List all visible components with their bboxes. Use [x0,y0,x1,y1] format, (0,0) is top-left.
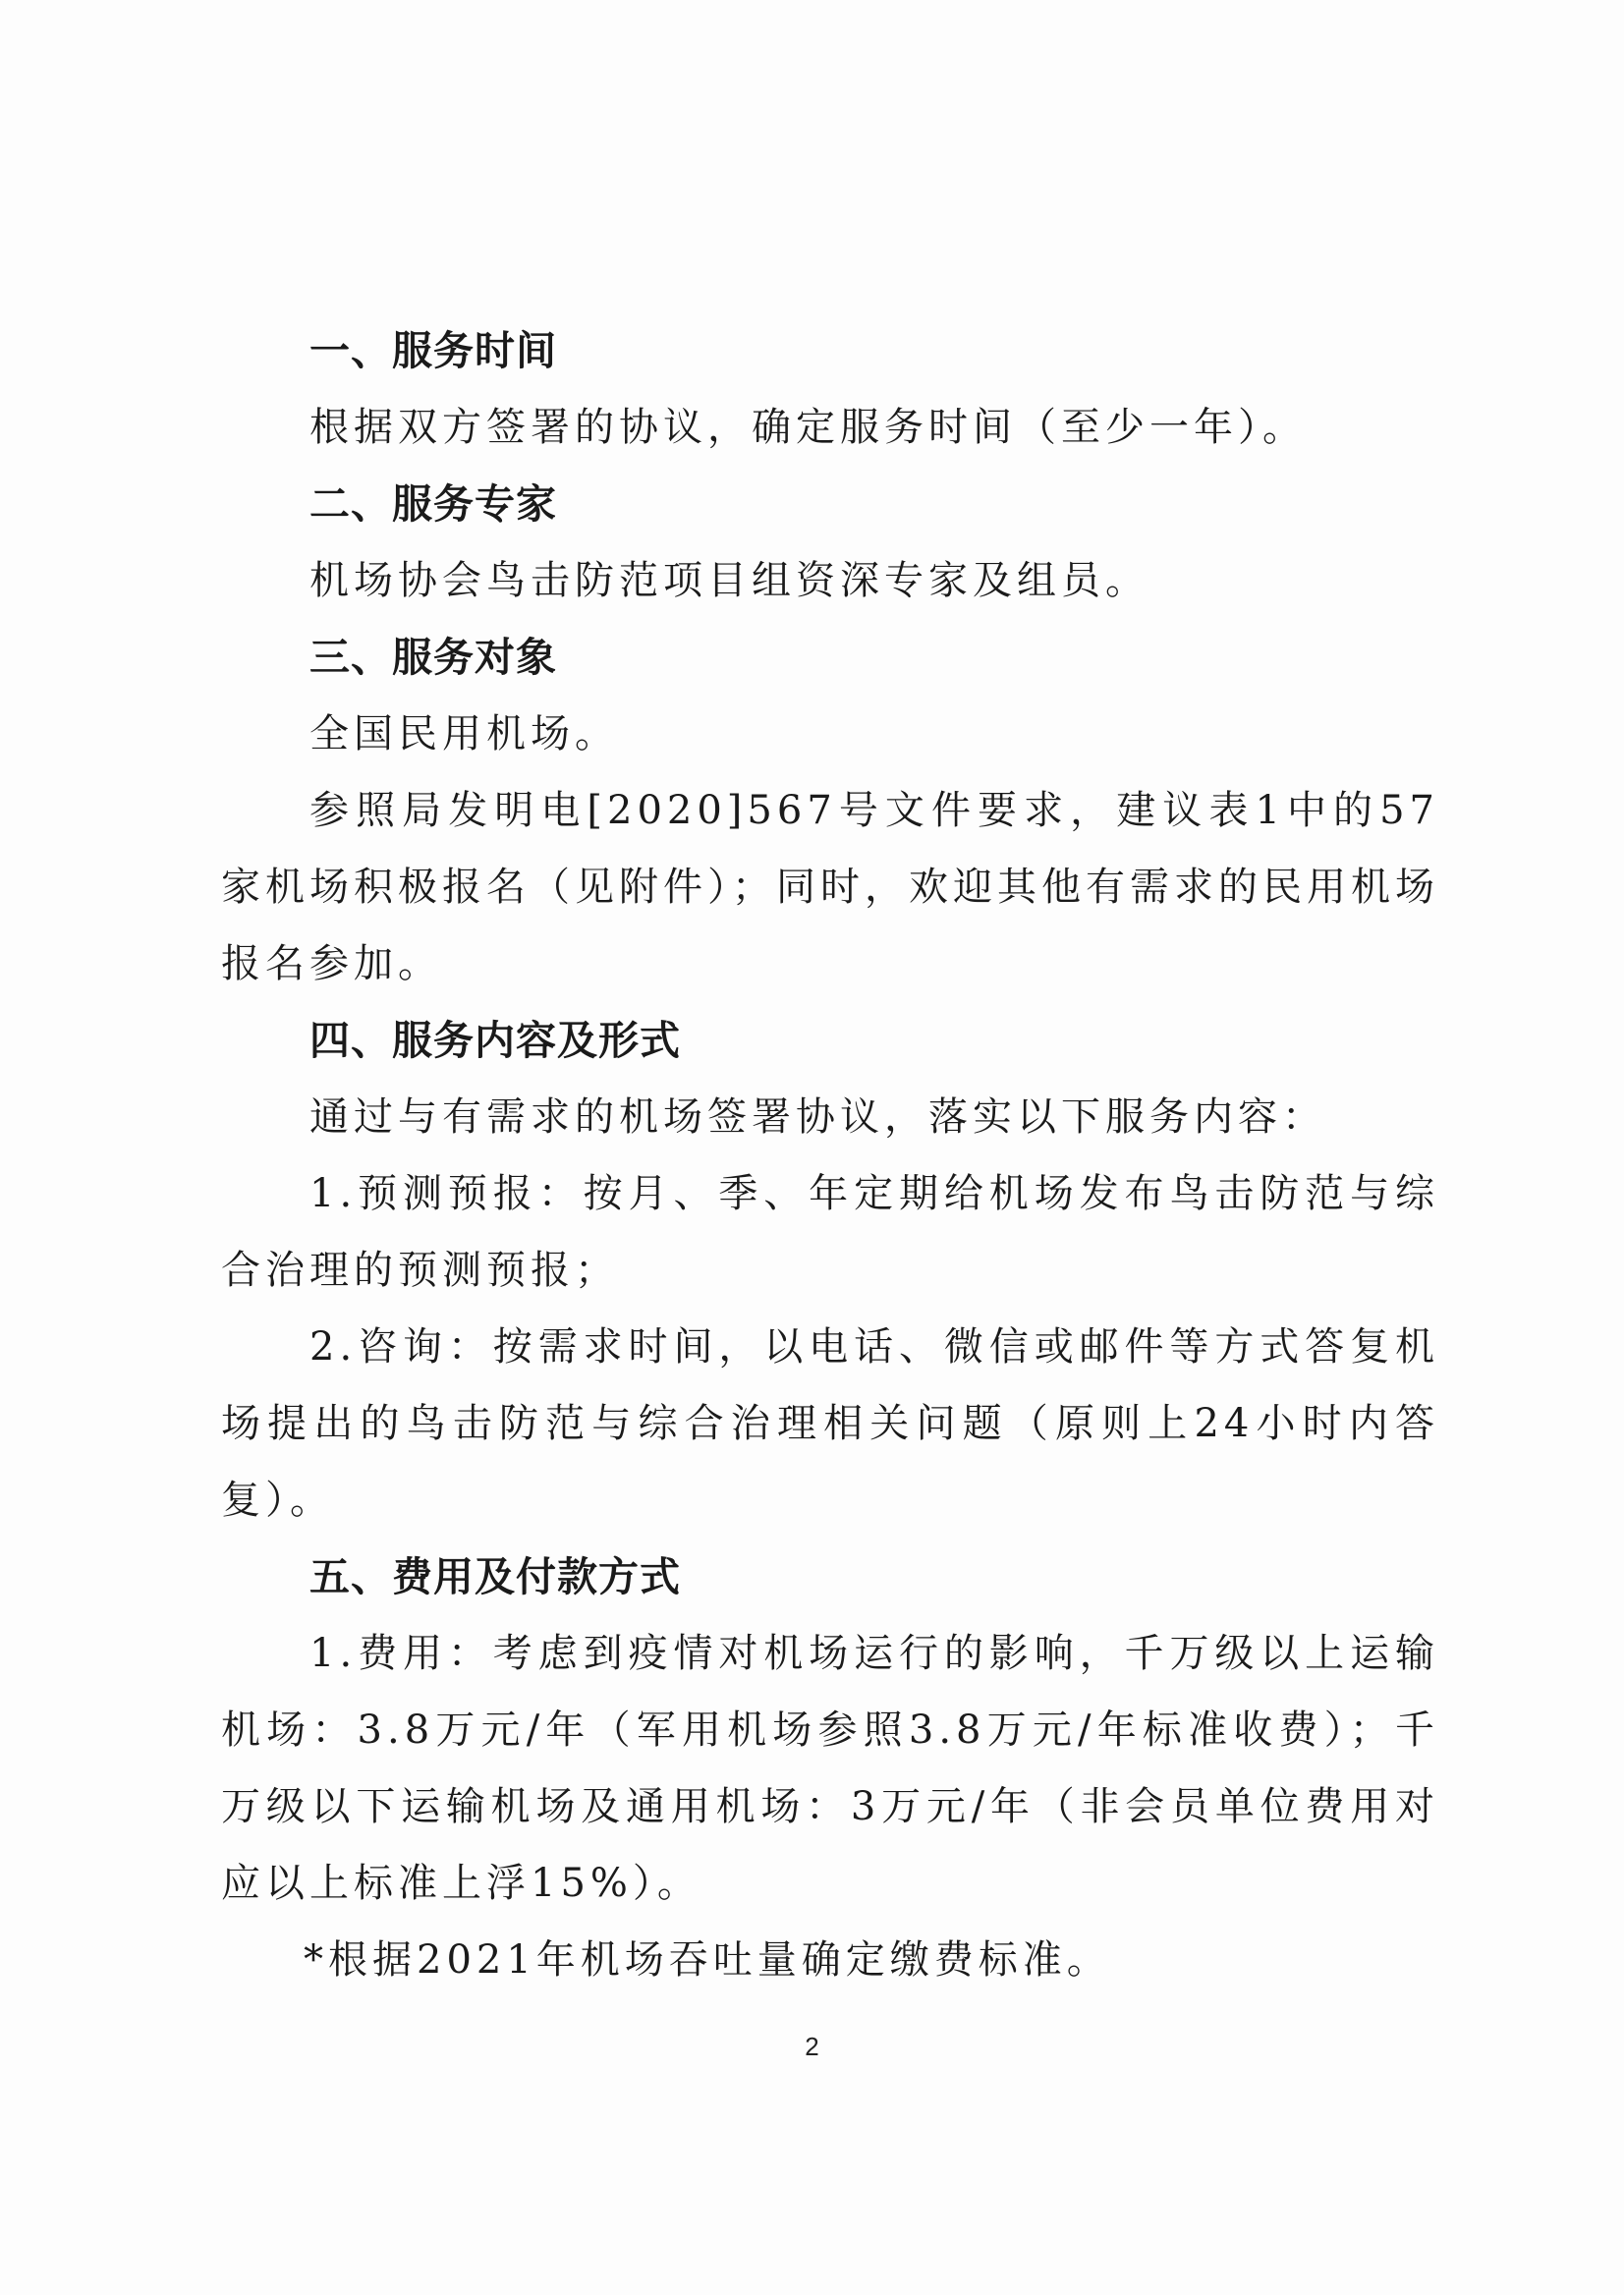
section-heading-service-time: 一、服务时间 [309,327,557,374]
document-body [221,312,1439,1998]
section-paragraph: 通过与有需求的机场签署协议，落实以下服务内容： [309,1094,1326,1140]
section-paragraph: 根据双方签署的协议，确定服务时间（至少一年）。 [309,405,1307,450]
section-paragraph: 机场协会鸟击防范项目组资深专家及组员。 [309,558,1149,603]
section-paragraph: 1.预测预报：按月、季、年定期给机场发布鸟击防范与综合治理的预测预报； [221,1171,1439,1293]
section-paragraph: 1.费用：考虑到疫情对机场运行的影响，千万级以上运输机场：3.8万元/年（军用机场参照3.8万元/年标准收费）；千万级以下运输机场及通用机场：3万元/年（非会员单位费用对应以上标准上浮15%）。 [221,1631,1439,1906]
section-paragraph: 参照局发明电[2020]567号文件要求，建议表1中的57家机场积极报名（见附件）；同时，欢迎其他有需求的民用机场报名参加。 [221,788,1439,986]
section-heading-service-experts: 二、服务专家 [309,480,557,528]
footnote: *根据2021年机场吞吐量确定缴费标准。 [304,1937,1111,1983]
section-heading-service-content: 四、服务内容及形式 [309,1017,681,1064]
section-heading-service-targets: 三、服务对象 [309,634,557,681]
section-heading-fees-payment: 五、费用及付款方式 [309,1553,681,1600]
section-paragraph: 全国民用机场。 [309,711,619,756]
section-paragraph: 2.咨询：按需求时间，以电话、微信或邮件等方式答复机场提出的鸟击防范与综合治理相关问题（原则上24小时内答复）。 [221,1324,1439,1523]
page-number: 2 [805,2032,819,2061]
